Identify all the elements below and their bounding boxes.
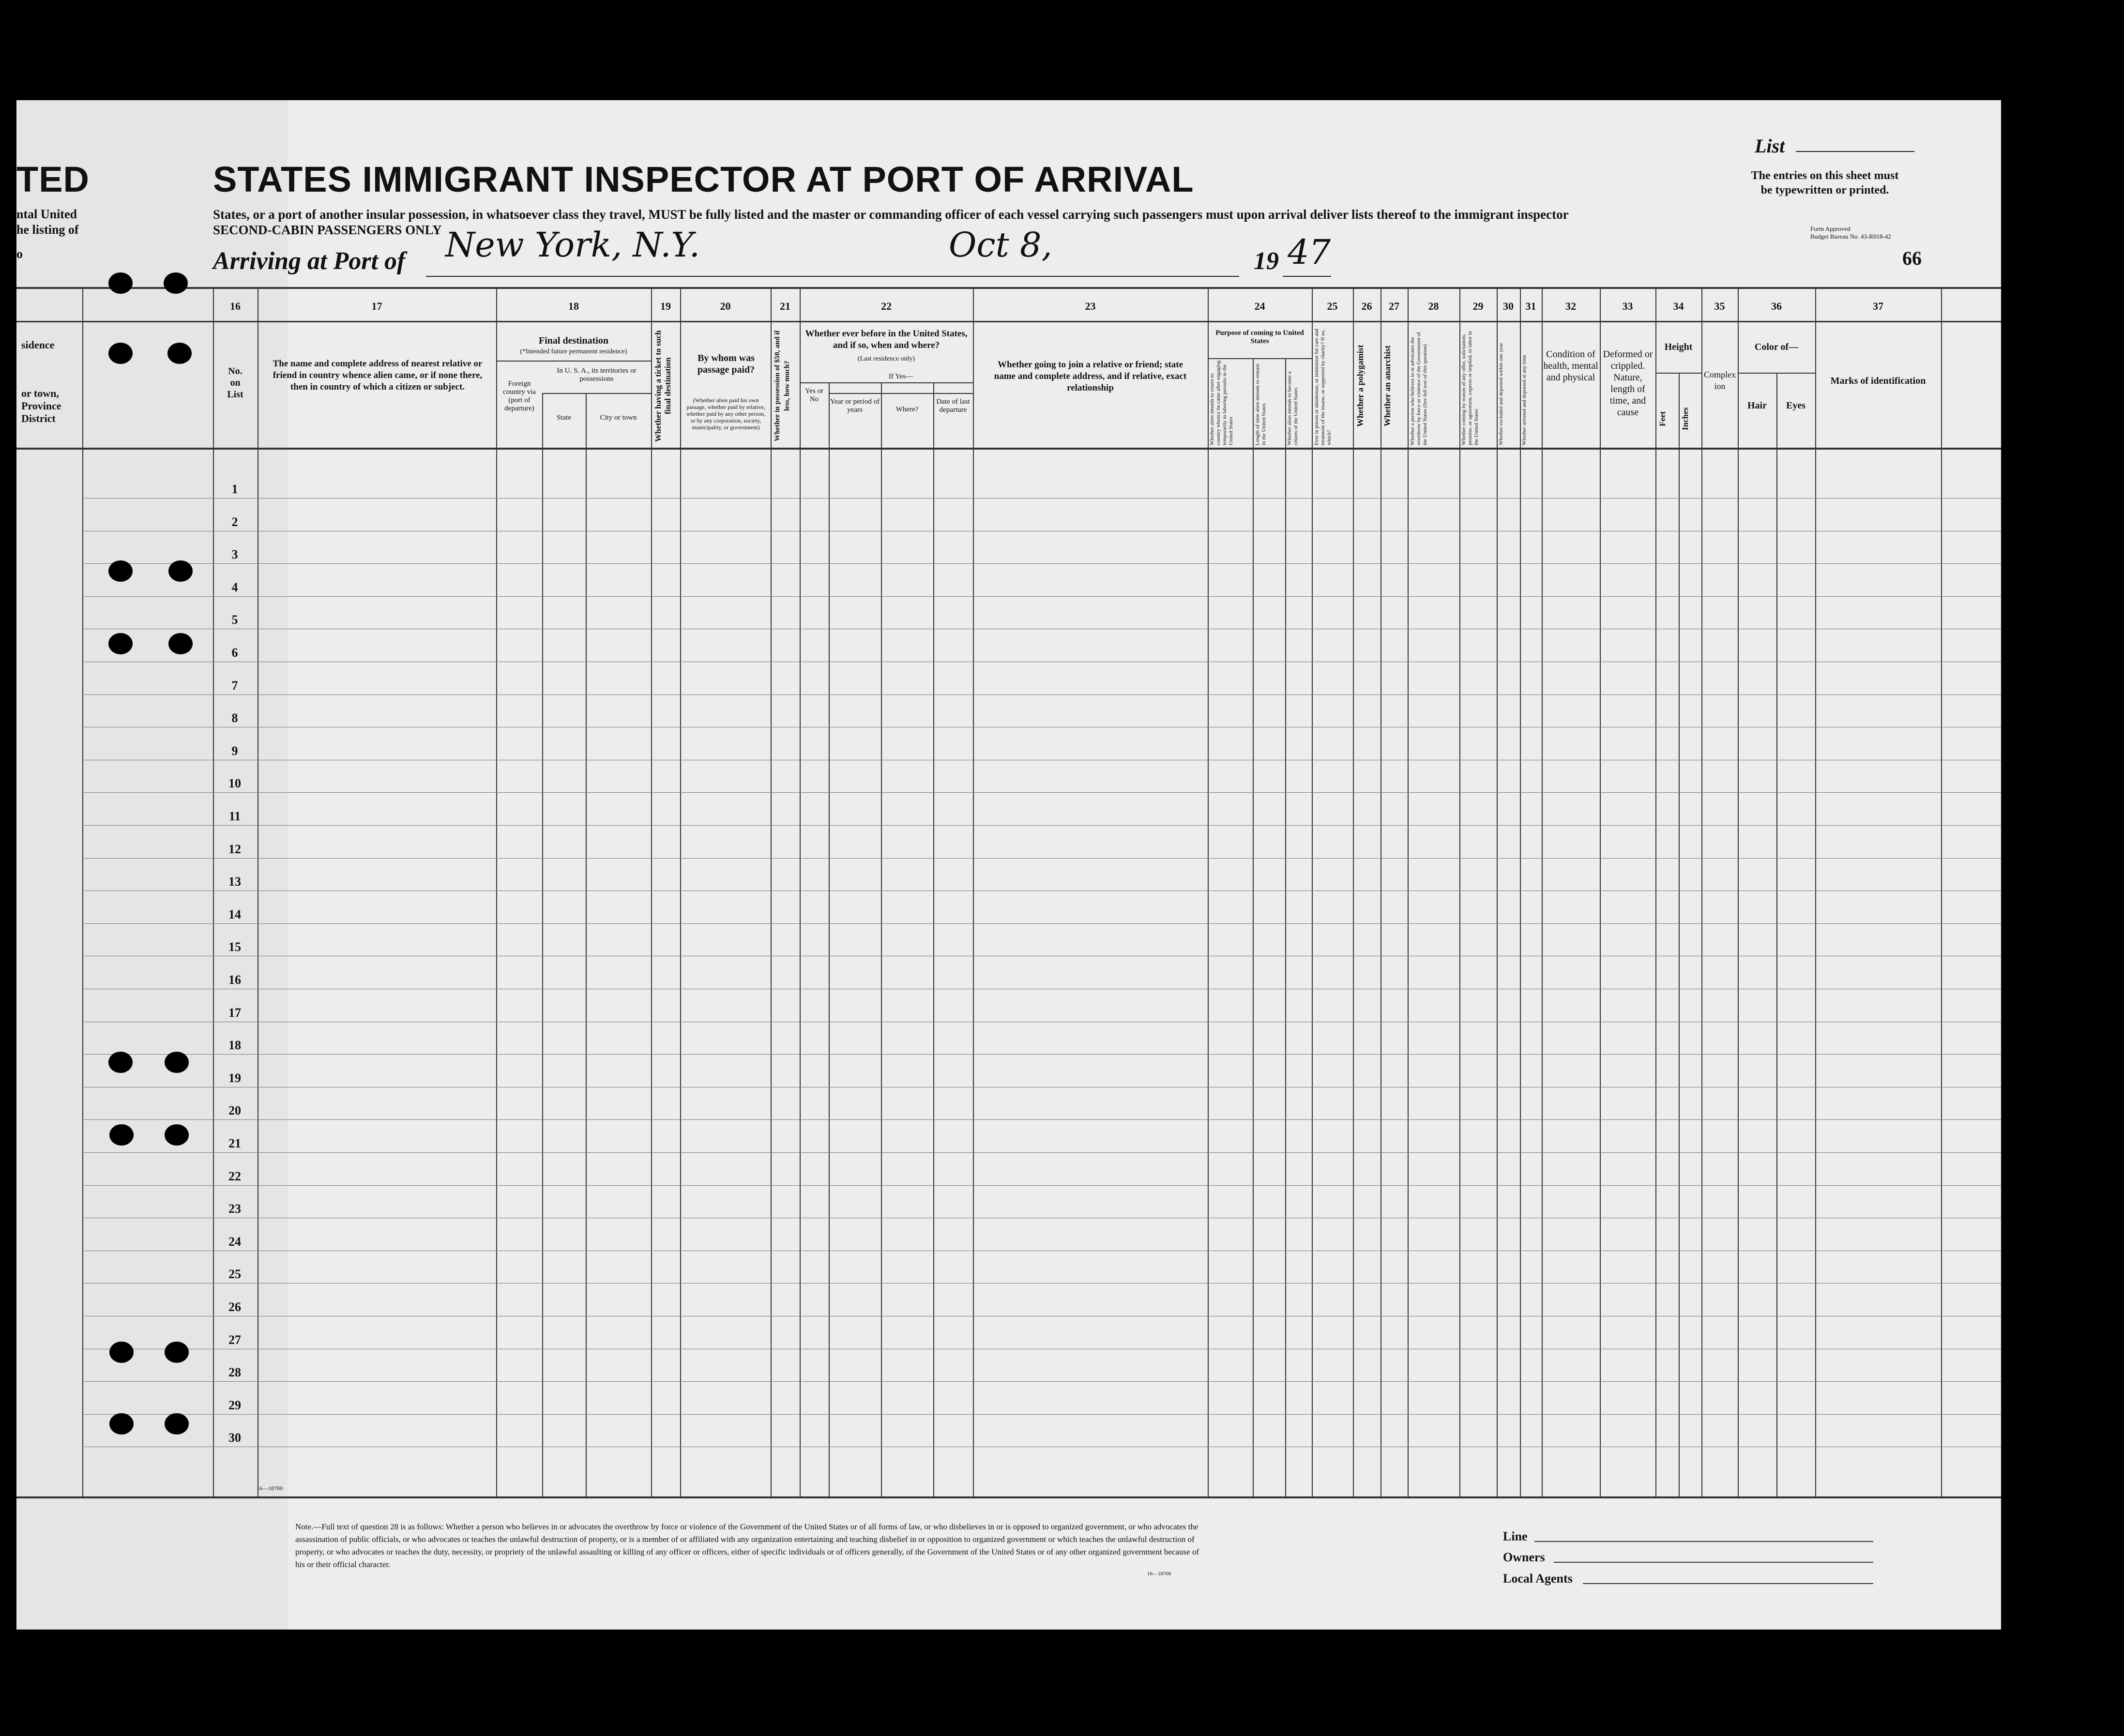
punch-hole xyxy=(108,560,133,582)
col-rule xyxy=(933,382,934,1497)
col22-yesno: Yes or No xyxy=(804,387,824,403)
col36-eyes: Eyes xyxy=(1786,400,1805,411)
col34-inches: Inches xyxy=(1681,407,1690,430)
col-number-23: 23 xyxy=(1085,300,1096,312)
col18-note: (*Intended future permanent residence) xyxy=(520,348,627,355)
col-number-26: 26 xyxy=(1361,300,1372,312)
row-rule xyxy=(82,694,2001,695)
row-rule xyxy=(82,792,2001,793)
row-number: 20 xyxy=(228,1103,241,1118)
col34-feet: Feet xyxy=(1658,411,1667,426)
year-underline xyxy=(1283,276,1331,277)
col28-header: Whether a person who believes in or advocates the overthrow by force or violence of the Government of the United States (See full text of this question) xyxy=(1410,332,1428,445)
col-number-16: 16 xyxy=(230,300,241,312)
col-number-31: 31 xyxy=(1525,300,1536,312)
local-agents-field xyxy=(1583,1583,1873,1584)
punch-hole xyxy=(168,633,193,654)
row-number: 1 xyxy=(231,482,238,496)
col32-header: Condition of health, mental and physical xyxy=(1543,349,1598,383)
row-number: 14 xyxy=(228,907,241,921)
punch-hole xyxy=(108,343,133,364)
punch-hole xyxy=(108,1052,133,1073)
row-rule xyxy=(82,563,2001,564)
port-underline xyxy=(426,276,920,277)
col22-where: Where? xyxy=(895,406,919,413)
punch-hole xyxy=(165,1124,189,1146)
row-number: 24 xyxy=(228,1234,241,1249)
col29-header: Whether coming by reason of any offer, solicitation, promise, or agreement, express or implied, to labor in the United States xyxy=(1461,331,1479,445)
col-number-19: 19 xyxy=(660,300,671,312)
row-number: 26 xyxy=(228,1300,241,1314)
table-top-rule xyxy=(16,287,2001,289)
row-number: 18 xyxy=(228,1038,241,1053)
col22-date: Date of last departure xyxy=(936,398,970,414)
col-rule xyxy=(1776,373,1777,1497)
col24-c: Whether alien intends to become a citizen of the United States xyxy=(1287,371,1299,445)
punch-hole xyxy=(109,1413,134,1434)
row-number: 30 xyxy=(228,1431,241,1445)
col-number-28: 28 xyxy=(1428,300,1439,312)
col16-header xyxy=(213,365,258,400)
row-number: 27 xyxy=(228,1332,241,1347)
row-number: 17 xyxy=(228,1005,241,1020)
subhdr-rule xyxy=(800,382,973,383)
row-number: 16 xyxy=(228,973,241,987)
subhdr-rule xyxy=(1738,373,1815,374)
col-number-36: 36 xyxy=(1771,300,1782,312)
stub-title-fragment: TED xyxy=(16,159,90,199)
stub-col-town-1: or town, xyxy=(21,387,59,399)
col26-header: Whether a polygamist xyxy=(1355,345,1365,427)
row-number: 28 xyxy=(228,1365,241,1380)
col18-state: State xyxy=(557,414,571,422)
row-number: 21 xyxy=(228,1136,241,1150)
col37-header: Marks of identification xyxy=(1830,376,1926,386)
col34-title: Height xyxy=(1664,342,1693,352)
row-number: 11 xyxy=(228,809,241,823)
page-number: 66 xyxy=(1902,247,1922,269)
form-approved-line-2: Budget Bureau No. 43-R018-42 xyxy=(1810,233,1891,240)
punch-hole xyxy=(108,272,133,294)
col36-hair: Hair xyxy=(1747,400,1767,411)
col18-city: City or town xyxy=(600,414,637,422)
table-bottom-rule xyxy=(16,1496,2001,1498)
col19-header: Whether having a ticket to such final destination xyxy=(653,330,672,442)
col-rule xyxy=(586,393,587,1497)
col17-header: The name and complete address of nearest relative or friend in country whence alien came, or if none there, then in country of which a citizen or subject. xyxy=(273,359,483,392)
line-label: Line xyxy=(1503,1529,1528,1543)
row-number: 9 xyxy=(231,743,238,758)
note-print-code: 16—18700 xyxy=(1147,1571,1171,1577)
subhdr-rule xyxy=(1655,373,1701,374)
colnum-rule xyxy=(16,321,2001,322)
row-rule xyxy=(82,1381,2001,1382)
row-number: 3 xyxy=(231,547,238,562)
col27-header: Whether an anarchist xyxy=(1382,345,1392,427)
row-number: 8 xyxy=(231,711,238,725)
form-approved xyxy=(1810,225,1936,241)
stub-col-residence: sidence xyxy=(21,339,55,351)
year-prefix: 19 xyxy=(1254,247,1279,275)
col16-line-1: No. xyxy=(228,366,243,377)
row-rule xyxy=(82,1152,2001,1153)
punch-hole xyxy=(164,272,188,294)
row-number: 4 xyxy=(231,580,238,594)
col33-header: Deformed or crippled. Nature, length of time, and cause xyxy=(1603,349,1653,418)
row-number: 25 xyxy=(228,1267,241,1282)
entries-note xyxy=(1704,168,1946,197)
punch-hole xyxy=(167,343,192,364)
col-rule xyxy=(1679,373,1680,1497)
row-number: 13 xyxy=(228,875,241,889)
row-rule xyxy=(82,1185,2001,1186)
col24-title: Purpose of coming to United States xyxy=(1215,329,1304,345)
row-number: 22 xyxy=(228,1169,241,1183)
col21-header: Whether in possession of $50, and if less, how much? xyxy=(774,330,791,442)
manifest-sheet xyxy=(16,100,2001,1630)
subhdr-rule xyxy=(542,393,651,394)
col-number-22: 22 xyxy=(881,300,892,312)
col-rule xyxy=(881,382,882,1497)
entries-note-line-2: be typewritten or printed. xyxy=(1760,184,1889,196)
line-field xyxy=(1534,1541,1873,1542)
col-number-35: 35 xyxy=(1714,300,1725,312)
owners-field xyxy=(1554,1562,1873,1563)
col-number-32: 32 xyxy=(1565,300,1576,312)
col-number-27: 27 xyxy=(1389,300,1399,312)
question-28-note: Note.—Full text of question 28 is as follows: Whether a person who believes in or advocates the overthrow by force or violence of the Government of the United States or of all forms of law, or who disbelieves in or is opposed to organized government, or who advocates the assassination of public officials, or who advocates or teaches the unlawful destruction of property, or is a member of or affiliated with any organization entertaining and teaching disbelief in or opposition to organized government or which teaches the unlawful destruction of property, or who advocates or teaches the duty, necessity, or propriety of the unlawful assaulting or killing of any officer or officers, either of specific individuals or of officers generally, of the Government of the United States or of any other organized government because of his or their official character. xyxy=(295,1522,1199,1569)
col-number-20: 20 xyxy=(720,300,731,312)
col23-header: Whether going to join a relative or friend; state name and complete address, and if relative, exact relationship xyxy=(994,360,1187,393)
col-number-25: 25 xyxy=(1327,300,1338,312)
col24-b: Length of time alien intends to remain in the United States xyxy=(1255,363,1267,445)
punch-hole xyxy=(108,633,133,654)
col-rule xyxy=(1285,358,1286,1497)
col-number-33: 33 xyxy=(1622,300,1633,312)
col20-note: (Whether alien paid his own passage, whether paid by relative, whether paid by any other person, or by any corporation, society, municipality, or government) xyxy=(686,397,766,431)
col18-us: In U. S. A., its territories or possessions xyxy=(557,367,637,383)
punch-hole xyxy=(165,1052,189,1073)
date-handwritten: Oct 8, xyxy=(949,225,1052,265)
local-agents-label: Local Agents xyxy=(1503,1571,1573,1585)
row-rule xyxy=(82,596,2001,597)
stub-line-3: o xyxy=(16,247,23,261)
date-underline xyxy=(920,276,1239,277)
subhdr-rule xyxy=(829,393,973,394)
owners-label: Owners xyxy=(1503,1550,1545,1564)
col-number-24: 24 xyxy=(1254,300,1265,312)
punch-hole xyxy=(109,1124,134,1146)
col-number-37: 37 xyxy=(1873,300,1883,312)
print-code: 16—18700 xyxy=(257,1485,283,1492)
arriving-label: Arriving at Port of xyxy=(213,247,406,275)
stub-line-2: he listing of xyxy=(16,223,79,237)
col31-header: Whether arrested and deported at any time xyxy=(1521,355,1527,445)
row-number: 2 xyxy=(231,514,238,529)
col16-line-3: List xyxy=(227,389,243,400)
col20-title: By whom was passage paid? xyxy=(697,353,755,375)
col25-header: Ever in prison or almshouse, or institution for care and treatment of the insane, or supported by charity? If so, which? xyxy=(1314,329,1332,445)
punch-hole xyxy=(109,1342,134,1363)
row-rule xyxy=(82,825,2001,826)
row-number: 6 xyxy=(231,646,238,660)
col-rule xyxy=(542,393,543,1497)
row-number: 10 xyxy=(228,776,241,791)
stub-col-town-2: Province xyxy=(21,400,61,412)
page-title: STATES IMMIGRANT INSPECTOR AT PORT OF ARRIVAL xyxy=(213,159,1194,199)
col-number-29: 29 xyxy=(1472,300,1484,312)
list-label: List xyxy=(1755,135,1785,157)
subtitle: States, or a port of another insular possession, in whatsoever class they travel, MUST be fully listed and the master or commanding officer of each vessel carrying such passengers must upon arrival deliver lists thereof to the immigrant inspector xyxy=(213,207,1569,222)
row-rule xyxy=(82,858,2001,859)
row-rule xyxy=(82,1119,2001,1120)
row-rule xyxy=(82,1414,2001,1415)
year-handwritten: 47 xyxy=(1288,232,1331,272)
col-number-17: 17 xyxy=(371,300,382,312)
col18-foreign: Foreign country via (port of departure) xyxy=(503,380,536,412)
entries-note-line-1: The entries on this sheet must xyxy=(1751,169,1899,182)
punch-hole xyxy=(165,1342,189,1363)
row-number: 19 xyxy=(228,1071,241,1085)
col-rule xyxy=(829,382,830,1497)
col30-header: Whether excluded and deported within one year xyxy=(1498,343,1504,445)
col-number-30: 30 xyxy=(1503,300,1514,312)
col24-a: Whether alien intends to return to country whence he came after engaging temporarily in laboring pursuits in the United States xyxy=(1209,361,1234,445)
col36-title: Color of— xyxy=(1754,342,1799,352)
stub-col-town-3: District xyxy=(21,412,56,424)
stub-line-1: ntal United xyxy=(16,207,77,221)
list-underline xyxy=(1796,151,1914,152)
subhdr-rule xyxy=(1208,358,1312,359)
subhdr-rule xyxy=(496,361,651,362)
row-rule xyxy=(82,923,2001,924)
row-number: 5 xyxy=(231,613,238,627)
col22-title: Whether ever before in the United States, and if so, when and where? xyxy=(805,329,968,350)
col-rule xyxy=(1253,358,1254,1497)
form-approved-line-1: Form Approved xyxy=(1810,225,1851,232)
col16-line-2: on xyxy=(230,377,241,388)
col35-header: Complexion xyxy=(1704,370,1736,391)
col22-note: (Last residence only) xyxy=(857,355,915,362)
punch-hole xyxy=(168,560,193,582)
row-number: 29 xyxy=(228,1398,241,1412)
row-rule xyxy=(82,1054,2001,1055)
col-number-34: 34 xyxy=(1673,300,1684,312)
punch-hole xyxy=(165,1413,189,1434)
row-number: 7 xyxy=(231,678,238,693)
row-number: 15 xyxy=(228,940,241,954)
row-number: 23 xyxy=(228,1202,241,1216)
col22-ifyes: If Yes— xyxy=(888,373,913,380)
col18-title: Final destination xyxy=(539,335,608,346)
col-number-18: 18 xyxy=(568,300,579,312)
col22-years: Year or period of years xyxy=(830,398,880,414)
port-handwritten: New York, N.Y. xyxy=(445,225,700,265)
subtitle-second-cabin: SECOND-CABIN PASSENGERS ONLY xyxy=(213,223,442,237)
col-number-21: 21 xyxy=(780,300,790,312)
header-bottom-rule xyxy=(16,448,2001,450)
row-number: 12 xyxy=(228,842,241,856)
